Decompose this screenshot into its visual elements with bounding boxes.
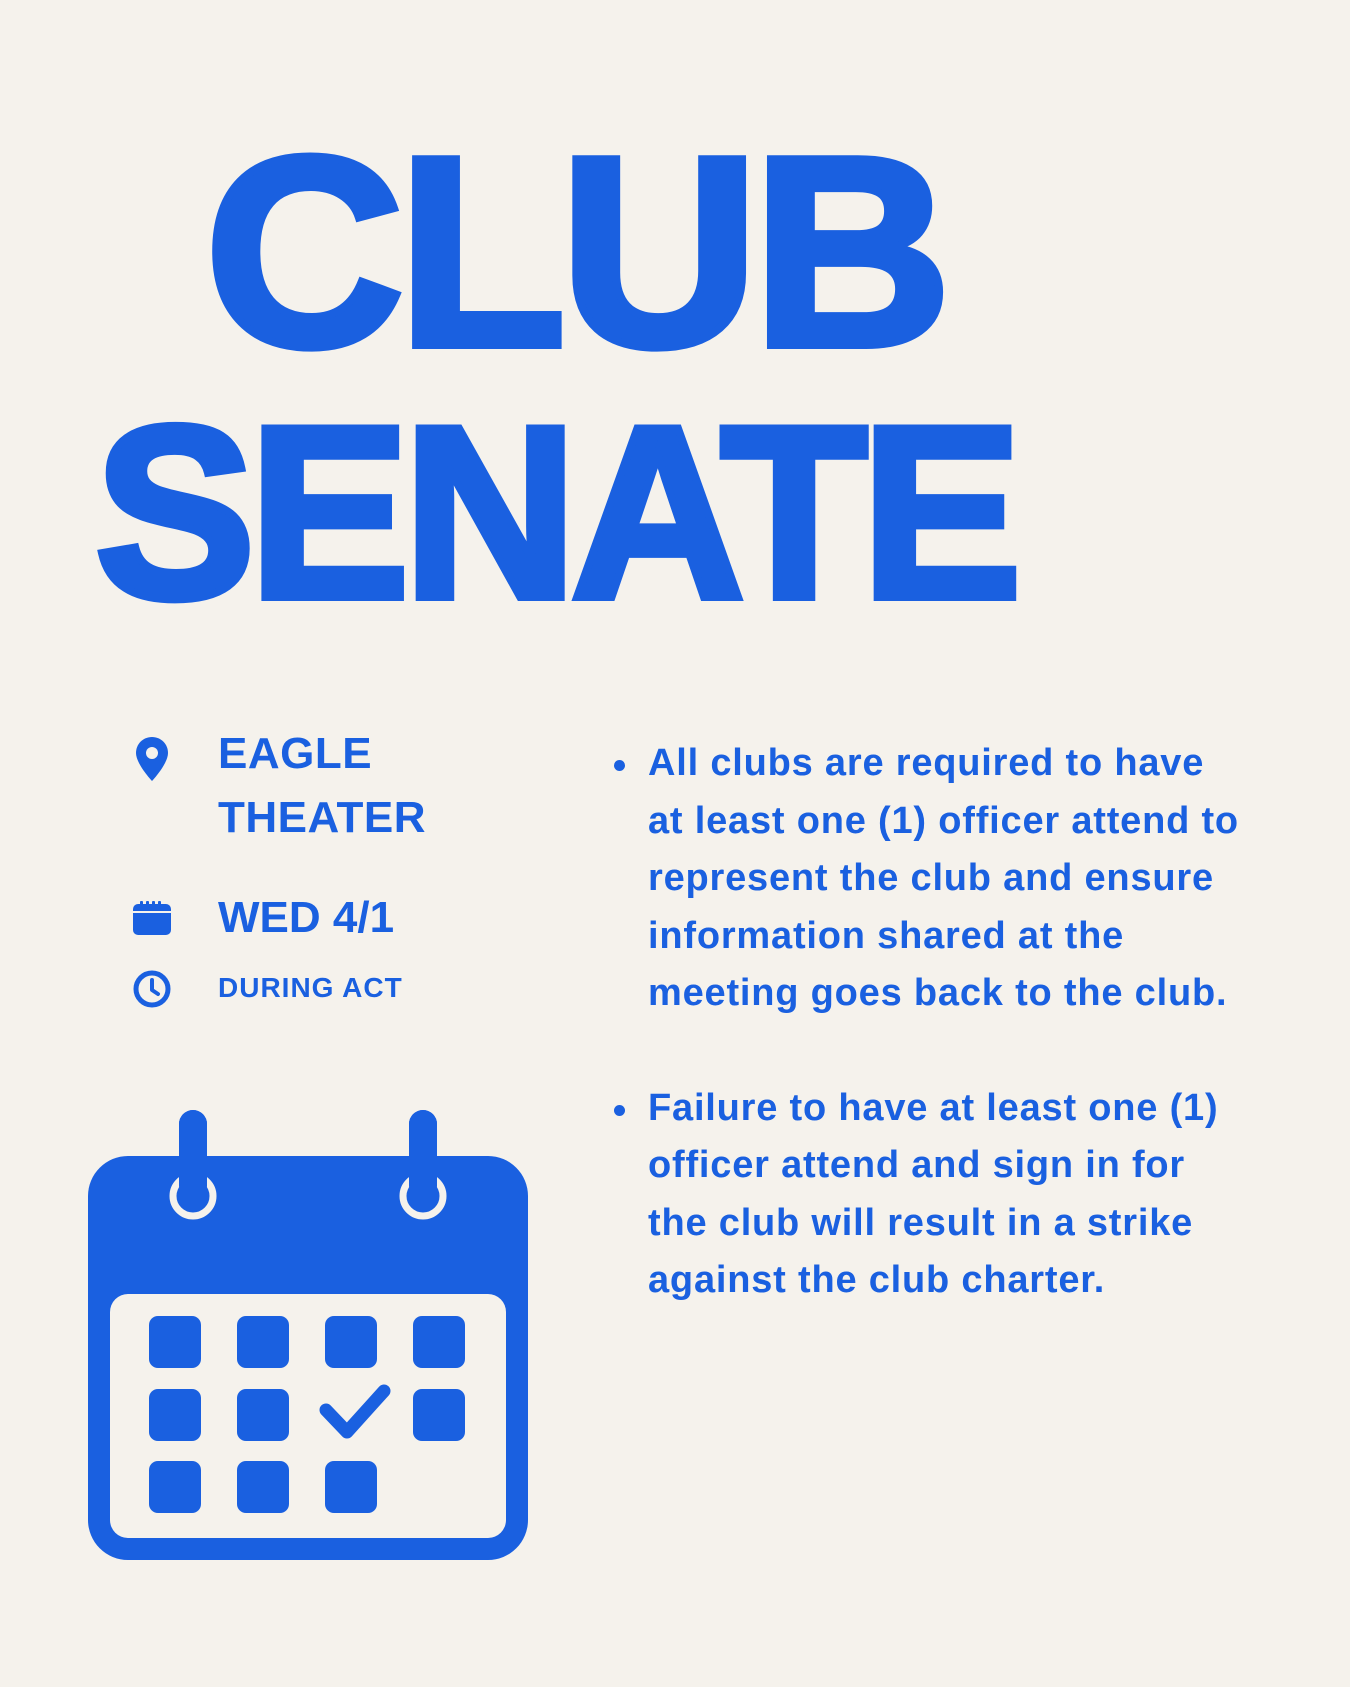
time-text: DURING ACT — [218, 972, 403, 1003]
title-line-2: SENATE — [95, 375, 1016, 649]
location-line-1: EAGLE — [218, 729, 373, 778]
date-text: WED 4/1 — [218, 893, 395, 942]
requirements-list — [608, 735, 1248, 1310]
location-text — [218, 722, 426, 850]
requirement-item: All clubs are required to have at least one (1) officer attend to represent the club and ensure information shared at the meeting goes back to the club. — [608, 735, 1248, 1023]
map-pin-icon — [128, 736, 176, 782]
date-row — [128, 893, 395, 942]
clock-icon — [128, 970, 176, 1008]
calendar-check-icon — [88, 1110, 528, 1560]
title-line-1: CLUB — [205, 102, 946, 403]
location-row — [128, 729, 427, 850]
calendar-small-icon — [128, 900, 176, 936]
time-row — [128, 970, 403, 1008]
location-line-2: THEATER — [218, 793, 427, 842]
requirement-item: Failure to have at least one (1) officer attend and sign in for the club will result in a strike against the club charter. — [608, 1080, 1248, 1310]
